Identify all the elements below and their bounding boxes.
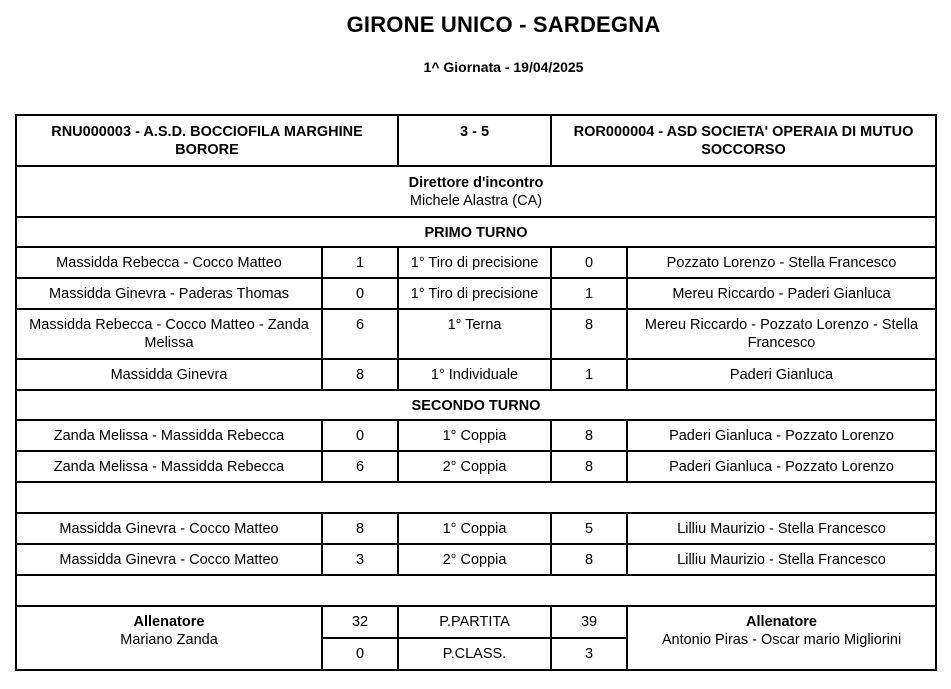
event-name: 2° Coppia [398,451,551,482]
event-name: 1° Tiro di precisione [398,247,551,278]
away-players: Paderi Gianluca - Pozzato Lorenzo [627,420,936,451]
table-row [16,544,936,575]
away-players: Lilliu Maurizio - Stella Francesco [627,544,936,575]
director-row [16,166,936,217]
home-players: Zanda Melissa - Massidda Rebecca [16,420,322,451]
page-subtitle: 1^ Giornata - 19/04/2025 [423,59,584,75]
away-score: 8 [551,309,627,359]
table-row [16,278,936,309]
away-players: Paderi Gianluca [627,359,936,390]
away-score: 5 [551,513,627,544]
home-players: Zanda Melissa - Massidda Rebecca [16,451,322,482]
away-players: Pozzato Lorenzo - Stella Francesco [627,247,936,278]
match-sheet-table [15,114,937,671]
home-score: 8 [322,513,398,544]
footer-row-partita [16,606,936,638]
away-score: 1 [551,359,627,390]
away-players: Mereu Riccardo - Paderi Gianluca [627,278,936,309]
event-name: 1° Tiro di precisione [398,278,551,309]
away-coach-name: Antonio Piras - Oscar mario Migliorini [661,632,902,648]
event-name: 2° Coppia [398,544,551,575]
event-name: 1° Terna [398,309,551,359]
away-players: Paderi Gianluca - Pozzato Lorenzo [627,451,936,482]
table-row [16,513,936,544]
away-players: Lilliu Maurizio - Stella Francesco [627,513,936,544]
section-row-secondo-turno [16,390,936,420]
director-cell [16,166,936,217]
away-coach-cell [627,606,936,670]
home-coach-cell [16,606,322,670]
table-row [16,247,936,278]
spacer-cell [16,482,936,513]
table-row [16,451,936,482]
section-label-secondo-turno: SECONDO TURNO [16,390,936,420]
home-score: 8 [322,359,398,390]
home-score: 0 [322,420,398,451]
home-coach-label: Allenatore [133,614,205,630]
partita-home: 32 [322,606,398,638]
home-score: 0 [322,278,398,309]
spacer-row [16,482,936,513]
table-row [16,359,936,390]
spacer-row [16,575,936,606]
table-row [16,309,936,359]
home-players: Massidda Rebecca - Cocco Matteo - Zanda Melissa [16,309,322,359]
event-name: 1° Coppia [398,420,551,451]
home-players: Massidda Rebecca - Cocco Matteo [16,247,322,278]
home-players: Massidda Ginevra - Cocco Matteo [16,544,322,575]
section-label-primo-turno: PRIMO TURNO [16,217,936,247]
home-players: Massidda Ginevra - Cocco Matteo [16,513,322,544]
away-score: 8 [551,451,627,482]
event-name: 1° Individuale [398,359,551,390]
class-away: 3 [551,638,627,670]
page-title: GIRONE UNICO - SARDEGNA [346,12,661,37]
match-header-row [16,115,936,166]
spacer-cell [16,575,936,606]
home-score: 3 [322,544,398,575]
away-players: Mereu Riccardo - Pozzato Lorenzo - Stella Francesco [627,309,936,359]
partita-label: P.PARTITA [398,606,551,638]
away-score: 0 [551,247,627,278]
home-players: Massidda Ginevra [16,359,322,390]
away-score: 8 [551,420,627,451]
event-name: 1° Coppia [398,513,551,544]
table-row [16,420,936,451]
home-score: 1 [322,247,398,278]
match-score: 3 - 5 [398,115,551,166]
director-label: Direttore d'incontro [408,175,544,191]
home-team: RNU000003 - A.S.D. BOCCIOFILA MARGHINE BORORE [16,115,398,166]
home-score: 6 [322,451,398,482]
class-label: P.CLASS. [398,638,551,670]
away-score: 8 [551,544,627,575]
home-players: Massidda Ginevra - Paderas Thomas [16,278,322,309]
partita-away: 39 [551,606,627,638]
away-team: ROR000004 - ASD SOCIETA' OPERAIA DI MUTUO SOCCORSO [551,115,936,166]
director-name: Michele Alastra (CA) [409,193,543,209]
section-row-primo-turno [16,217,936,247]
away-score: 1 [551,278,627,309]
home-coach-name: Mariano Zanda [120,632,218,648]
away-coach-label: Allenatore [746,614,817,630]
home-score: 6 [322,309,398,359]
class-home: 0 [322,638,398,670]
